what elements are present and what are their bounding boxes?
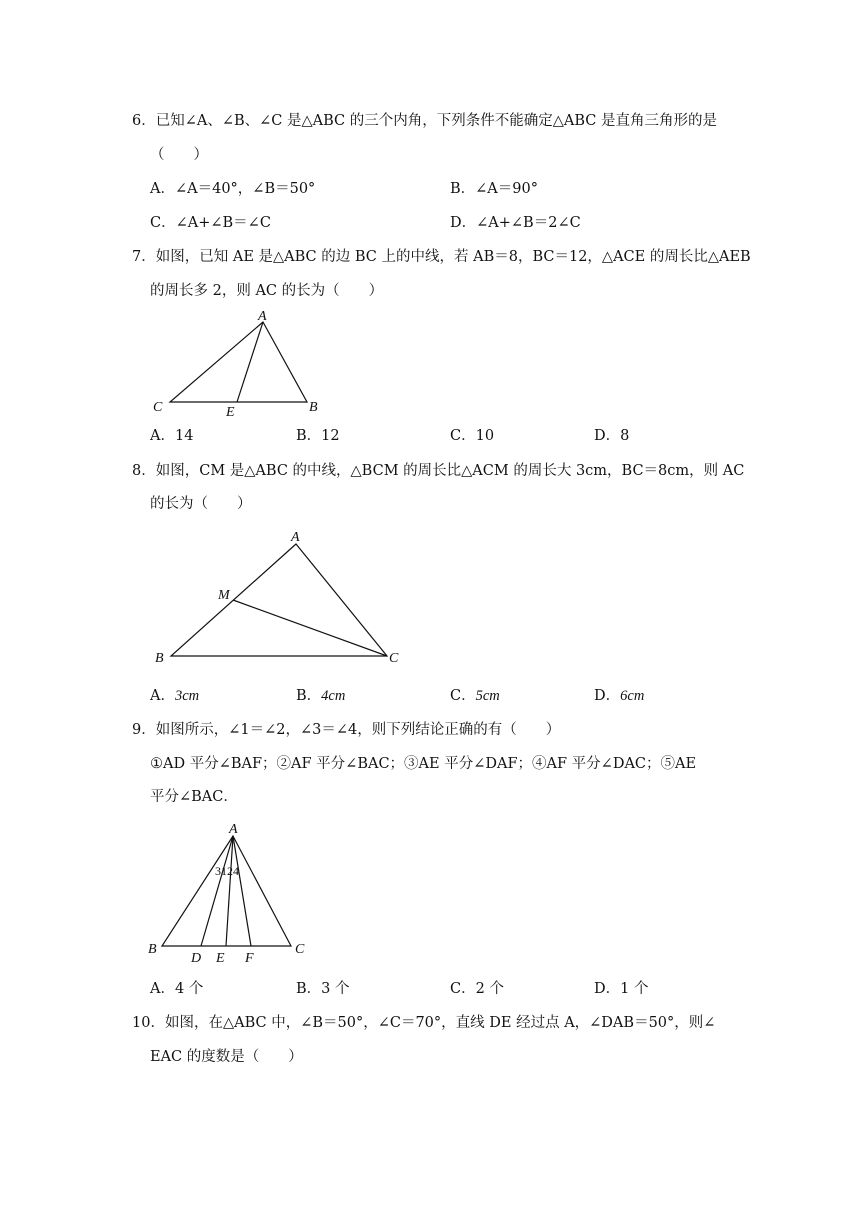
q8-option-a: A．3cm [150, 688, 200, 704]
q6-option-a: A．∠A＝40°，∠B＝50° [150, 181, 316, 197]
q7-stem-line2: 的周长多 2，则 AC 的长为（ ） [150, 283, 384, 299]
q6-option-b: B．∠A＝90° [450, 181, 538, 197]
q9-option-a: A．4 个 [150, 981, 204, 997]
q6-stem-text: 已知∠A、∠B、∠C 是△ABC 的三个内角，下列条件不能确定△ABC 是直角三角形的是 [155, 113, 718, 129]
q7-option-d: D．8 [594, 428, 630, 444]
q9-number: 9． [132, 722, 156, 738]
q10-number: 10． [132, 1015, 165, 1031]
q8-label-b: B [155, 651, 164, 666]
q9-option-d: D．1 个 [594, 981, 649, 997]
q8-option-b: B．4cm [296, 688, 346, 704]
q7-label-a: A [258, 309, 267, 324]
q8-stem-line2: 的长为（ ） [150, 496, 252, 512]
q7-option-c: C．10 [450, 428, 495, 444]
q6-stem-line2: （ ） [150, 147, 208, 163]
q7-number: 7． [132, 249, 156, 265]
q9-label-a: A [229, 822, 238, 837]
q9-stem-text: 如图所示，∠1＝∠2，∠3＝∠4，则下列结论正确的有（ ） [155, 722, 561, 738]
q7-label-c: C [153, 400, 163, 415]
q7-stem-text: 如图，已知 AE 是△ABC 的边 BC 上的中线，若 AB＝8，BC＝12，△ACE 的周长比△AEB [155, 249, 751, 265]
q6-option-d: D．∠A+∠B＝2∠C [450, 215, 581, 231]
q9-segment-ae [226, 836, 233, 946]
q10-stem-line2: EAC 的度数是（ ） [150, 1049, 303, 1065]
q9-option-b: B．3 个 [296, 981, 350, 997]
q10-stem-line1 [132, 1013, 715, 1033]
q9-label-c: C [295, 942, 305, 957]
q8-option-c: C．5cm [450, 688, 500, 704]
q8-label-m: M [218, 588, 230, 603]
q9-label-f: F [245, 951, 254, 966]
q8-number: 8． [132, 463, 156, 479]
q8-label-c: C [389, 651, 399, 666]
q8-option-d: D．6cm [594, 688, 645, 704]
q7-label-e: E [226, 405, 235, 420]
q9-option-c: C．2 个 [450, 981, 504, 997]
q7-option-a: A．14 [150, 428, 194, 444]
q10-stem-text: 如图，在△ABC 中，∠B＝50°，∠C＝70°，直线 DE 经过点 A，∠DAB＝50°，则∠ [164, 1015, 716, 1031]
q9-segment-ad [201, 836, 233, 946]
q9-stem-line3: 平分∠BAC． [150, 789, 238, 805]
q7-option-b: B．12 [296, 428, 340, 444]
q9-stem-line2: ①AD 平分∠BAF；②AF 平分∠BAC；③AE 平分∠DAF；④AF 平分∠DAC；⑤AE [150, 756, 697, 772]
q9-angle-labels: 3124 [215, 864, 239, 878]
q6-option-c: C．∠A+∠B＝∠C [150, 215, 271, 231]
q8-stem-text: 如图，CM 是△ABC 的中线，△BCM 的周长比△ACM 的周长大 3cm，BC＝8cm，则 AC [155, 463, 745, 479]
q9-label-d: D [191, 951, 202, 966]
q9-label-b: B [148, 942, 157, 957]
q8-label-a: A [291, 530, 300, 545]
q9-label-e: E [216, 951, 225, 966]
q7-label-b: B [309, 400, 318, 415]
q6-number: 6． [132, 113, 156, 129]
